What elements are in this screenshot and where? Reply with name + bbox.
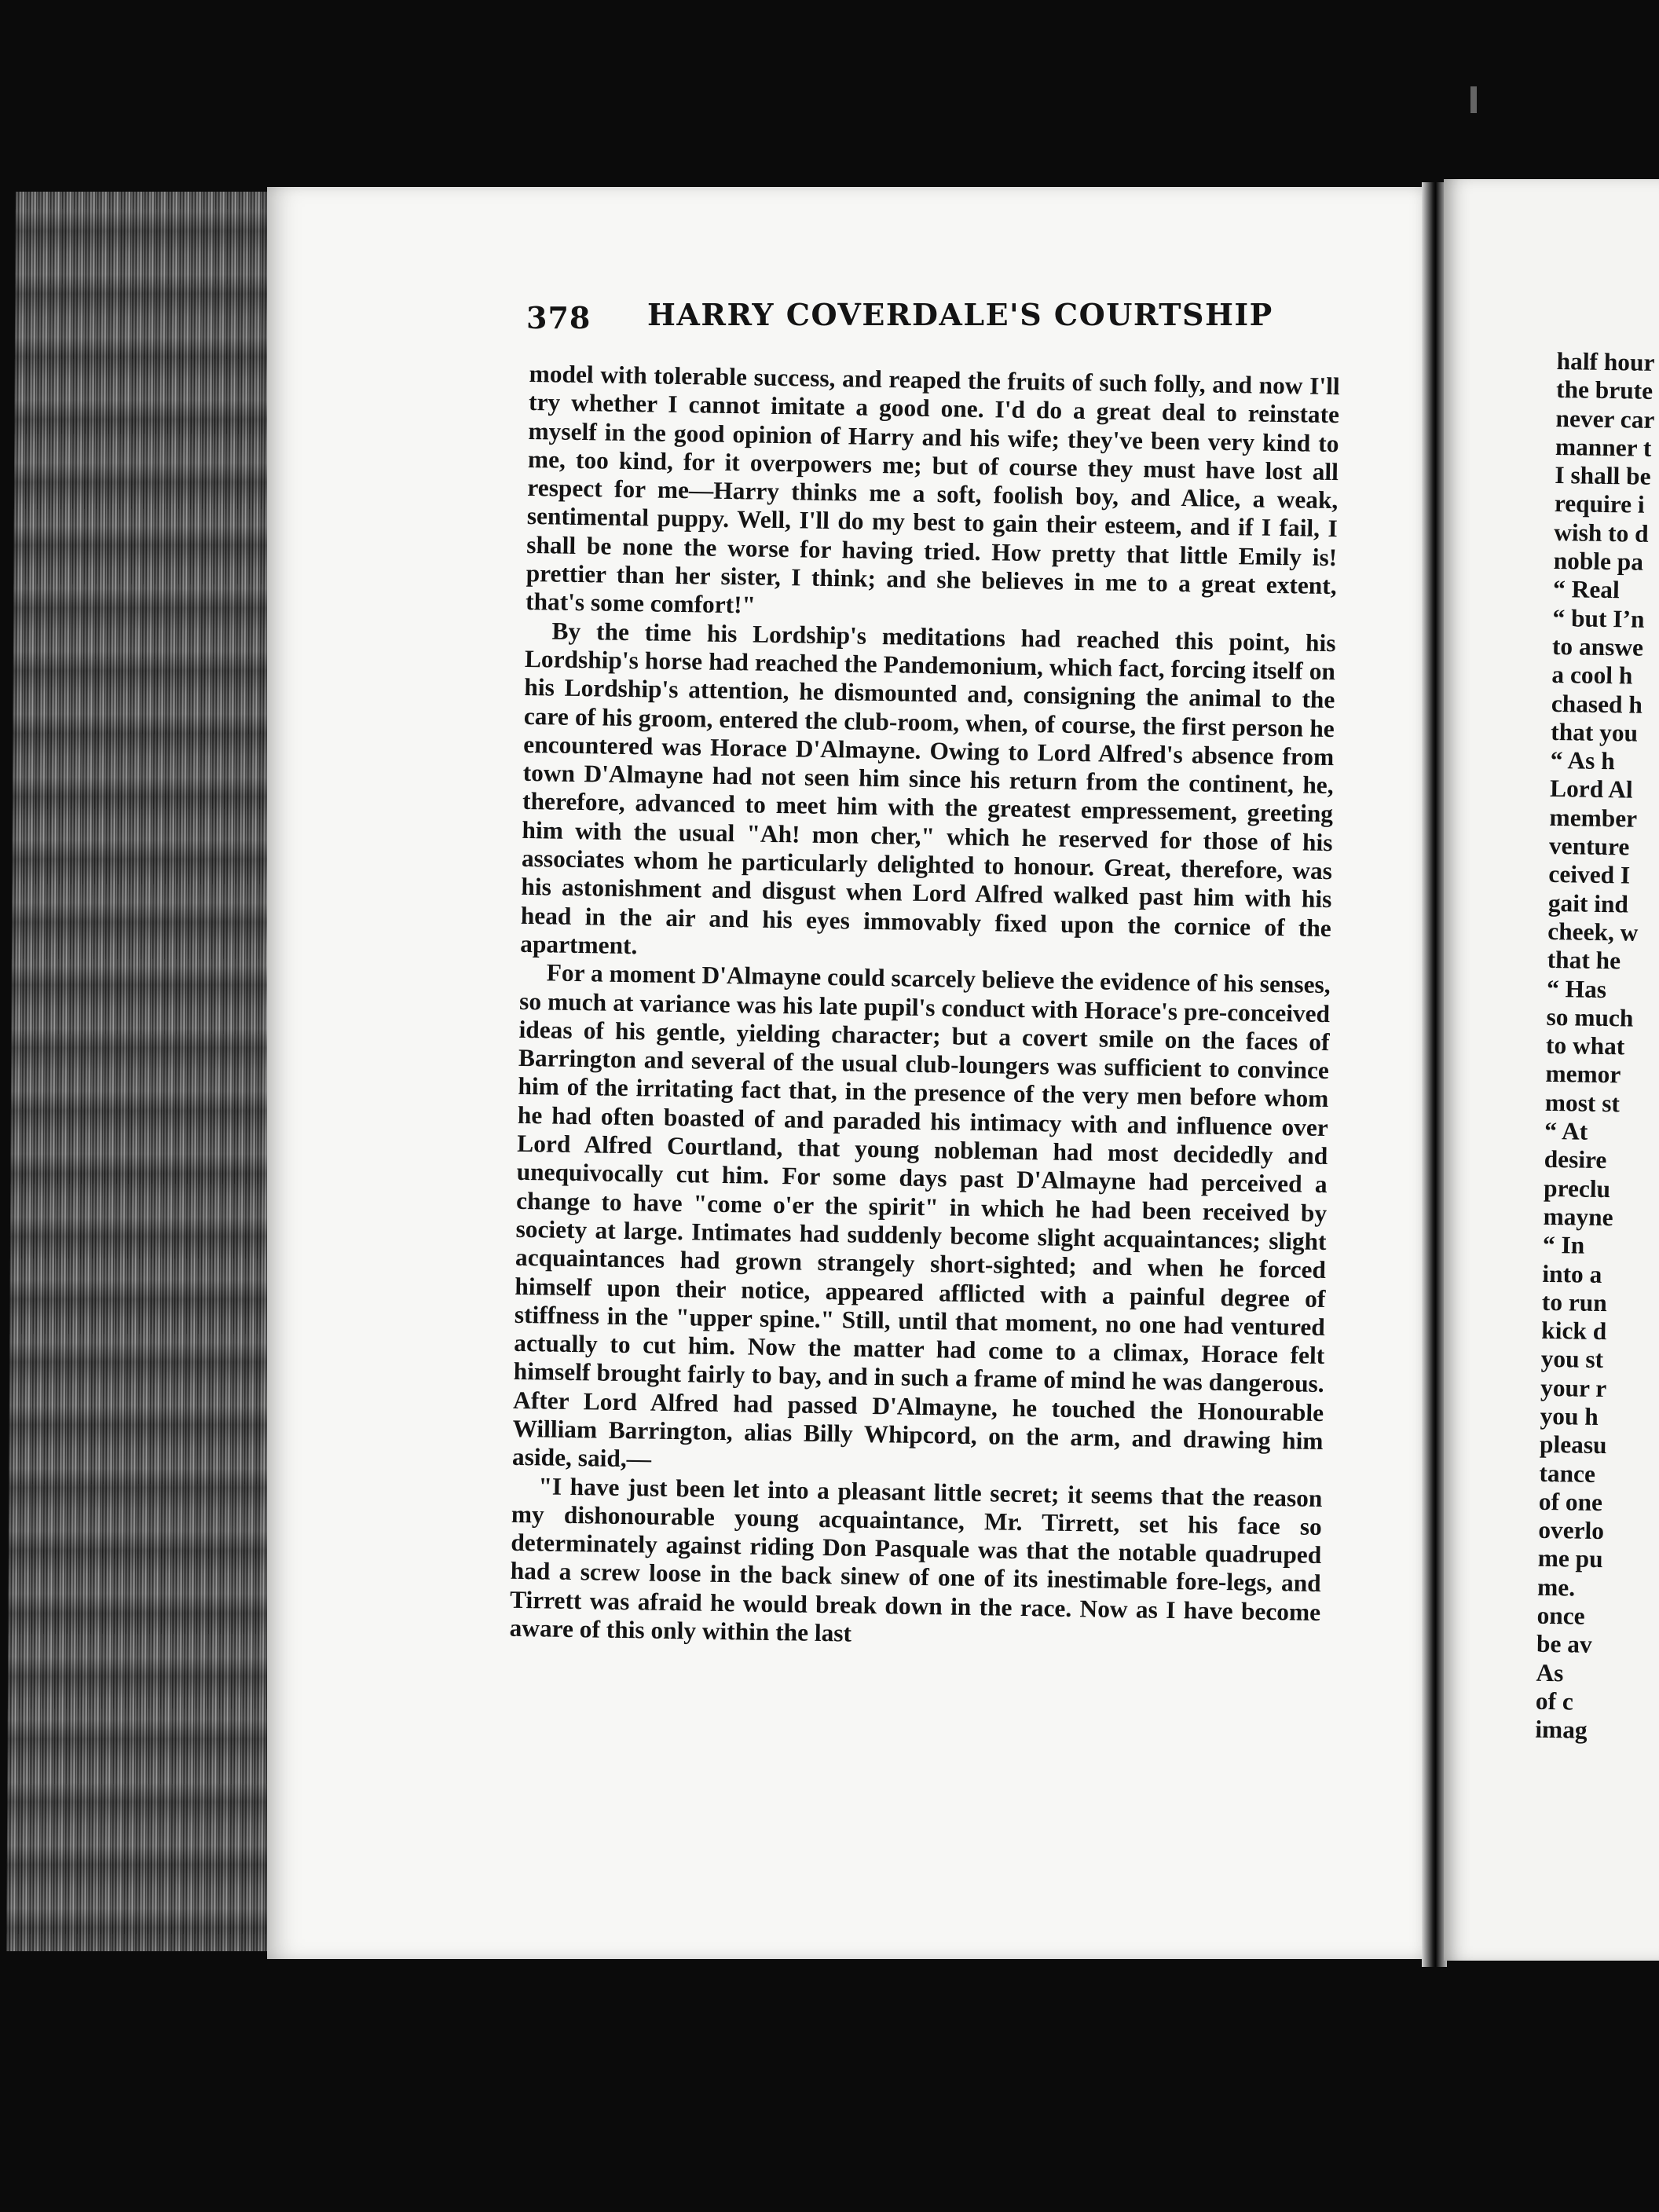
- right-page-line: I shall be: [1555, 461, 1651, 491]
- right-page-line: imag: [1535, 1716, 1588, 1745]
- right-page-line: wish to d: [1554, 518, 1649, 548]
- right-page-line: to run: [1541, 1287, 1608, 1317]
- right-page-line: “ At: [1544, 1116, 1588, 1145]
- right-page-line: you h: [1540, 1401, 1599, 1430]
- running-title: HARRY COVERDALE'S COURTSHIP: [647, 297, 1273, 332]
- right-page-line: of one: [1538, 1487, 1603, 1516]
- paragraph: model with tolerable success, and reaped the fruits of such folly, and now I'll try whether I cannot imitate a good one. I'd do a great deal to reinstate myself in the good opinion of Harry and his wife; they've been very kind to me, too kind, for it overpowers me; but of course they must have lost all respect for me—Harry thinks me a soft, foolish boy, and Alice, a weak, sentimental puppy. Well, I'll do my best to gain their esteem, and if I fail, I shall be none the worse for having tried. How pretty that little Emily is! prettier than her sister, I think; and she believes in me to a great extent, that's some comfort!": [525, 360, 1340, 619]
- right-page-line: “ As h: [1550, 746, 1616, 775]
- page-number: 378: [526, 300, 591, 335]
- right-page-line: preclu: [1543, 1174, 1611, 1203]
- right-page-line: gait ind: [1547, 888, 1629, 918]
- right-page-line: cheek, w: [1547, 917, 1639, 947]
- right-page-line: “ Has: [1546, 974, 1607, 1003]
- right-page-line: me pu: [1537, 1544, 1603, 1573]
- right-page-line: overlo: [1538, 1515, 1605, 1545]
- right-page-line: half hour: [1556, 347, 1655, 376]
- right-page-line: Lord Al: [1549, 775, 1633, 804]
- right-page-line: As: [1536, 1658, 1564, 1686]
- right-page-line: of c: [1535, 1686, 1574, 1716]
- right-page-line: “ In: [1542, 1231, 1585, 1259]
- right-page-line: so much: [1546, 1002, 1634, 1032]
- right-page-line: once: [1536, 1601, 1585, 1630]
- paragraph: "I have just been let into a pleasant little secret; it seems that the reason my dishonourable young acquaintance, Mr. Tirrett, set his face so determinately against riding Don Pasquale was that the notable quadruped had a screw loose in the back sinew of one of its inestimable fore-legs, and Tirrett was afraid he would break down in the race. Now as I have become aware of this only within the last: [509, 1471, 1323, 1647]
- running-head: [526, 297, 1343, 344]
- right-page-line: pleasu: [1539, 1430, 1607, 1459]
- right-page-line: manner t: [1555, 432, 1652, 462]
- right-page-line: memor: [1545, 1060, 1621, 1089]
- right-page-line: most st: [1544, 1088, 1621, 1118]
- right-page-line: “ but I’n: [1552, 603, 1645, 633]
- right-page-line: require i: [1554, 489, 1645, 519]
- right-page-line: member: [1549, 803, 1638, 833]
- right-page-line: your r: [1540, 1373, 1607, 1402]
- right-page-line: chased h: [1551, 689, 1643, 719]
- right-page-line: a cool h: [1551, 661, 1633, 690]
- right-page-line: you st: [1540, 1345, 1604, 1374]
- right-page-line: noble pa: [1553, 547, 1644, 576]
- right-page-line: “ Real: [1552, 575, 1620, 604]
- right-page-line: the brute: [1555, 375, 1654, 405]
- right-page-line: to what: [1545, 1031, 1625, 1060]
- dust-speck: [1470, 86, 1477, 113]
- right-page-line: into a: [1542, 1259, 1602, 1288]
- paragraph: For a moment D'Almayne could scarcely believe the evidence of his senses, so much at variance was his late pupil's conduct with Horace's pre-conceived ideas of his gentle, yielding character; but a covert smile on the faces of Barrington and several of the usual club-loungers was sufficient to convince him of the irritating fact that, in the presence of the very men before whom he had often boasted of and paraded his intimacy with and influence over Lord Alfred Courtland, that young nobleman had most decidedly and unequivocally cut him. For some days past D'Almayne had perceived a change to have "come o'er the spirit" in which he had been received by society at large. Intimates had suddenly become slight acquaintances; slight acquaintances had grown strangely short-sighted; and when he forced himself upon their notice, appeared afflicted with a painful degree of stiffness in the "upper spine." Still, until that moment, no one had ventured actually to cut him. Now the matter had come to a climax, Horace felt himself brought fairly to bay, and in such a frame of mind he was dangerous. After Lord Alfred had passed D'Almayne, he touched the Honourable William Barrington, alias Billy Whipcord, on the arm, and drawing him aside, said,—: [511, 958, 1331, 1473]
- right-page-line: ceived I: [1548, 860, 1631, 889]
- right-page-line: be av: [1536, 1630, 1592, 1659]
- right-page-line: desire: [1544, 1145, 1607, 1174]
- right-page-line: venture: [1548, 831, 1630, 861]
- right-page-line: me.: [1536, 1573, 1576, 1602]
- right-page-line: mayne: [1543, 1202, 1613, 1232]
- right-page-line: tance: [1539, 1459, 1596, 1488]
- right-page-line: never car: [1555, 404, 1655, 434]
- right-page-line: kick d: [1541, 1316, 1607, 1346]
- right-page-text: [1535, 347, 1659, 1747]
- paragraph: By the time his Lordship's meditations had reached this point, his Lordship's horse had reached the Pandemonium, which fact, forcing itself on his Lordship's attention, he dismounted and, consigning the animal to the care of his groom, entered the club-room, when, of course, the first person he encountered was Horace D'Almayne. Owing to Lord Alfred's absence from town D'Almayne had not seen him since his return from the continent, he, therefore, advanced to meet him with the greatest empressement, greeting him with the usual "Ah! mon cher," which he reserved for those of his associates whom he particularly delighted to honour. Great, therefore, was his astonishment and disgust when Lord Alfred walked past him with his head in the air and his eyes immovably fixed upon the cornice of the apartment.: [520, 617, 1336, 960]
- body-text: [509, 360, 1340, 1655]
- right-page-line: to answe: [1551, 632, 1644, 661]
- right-page-line: that he: [1547, 946, 1621, 975]
- right-page-line: that you: [1551, 717, 1639, 747]
